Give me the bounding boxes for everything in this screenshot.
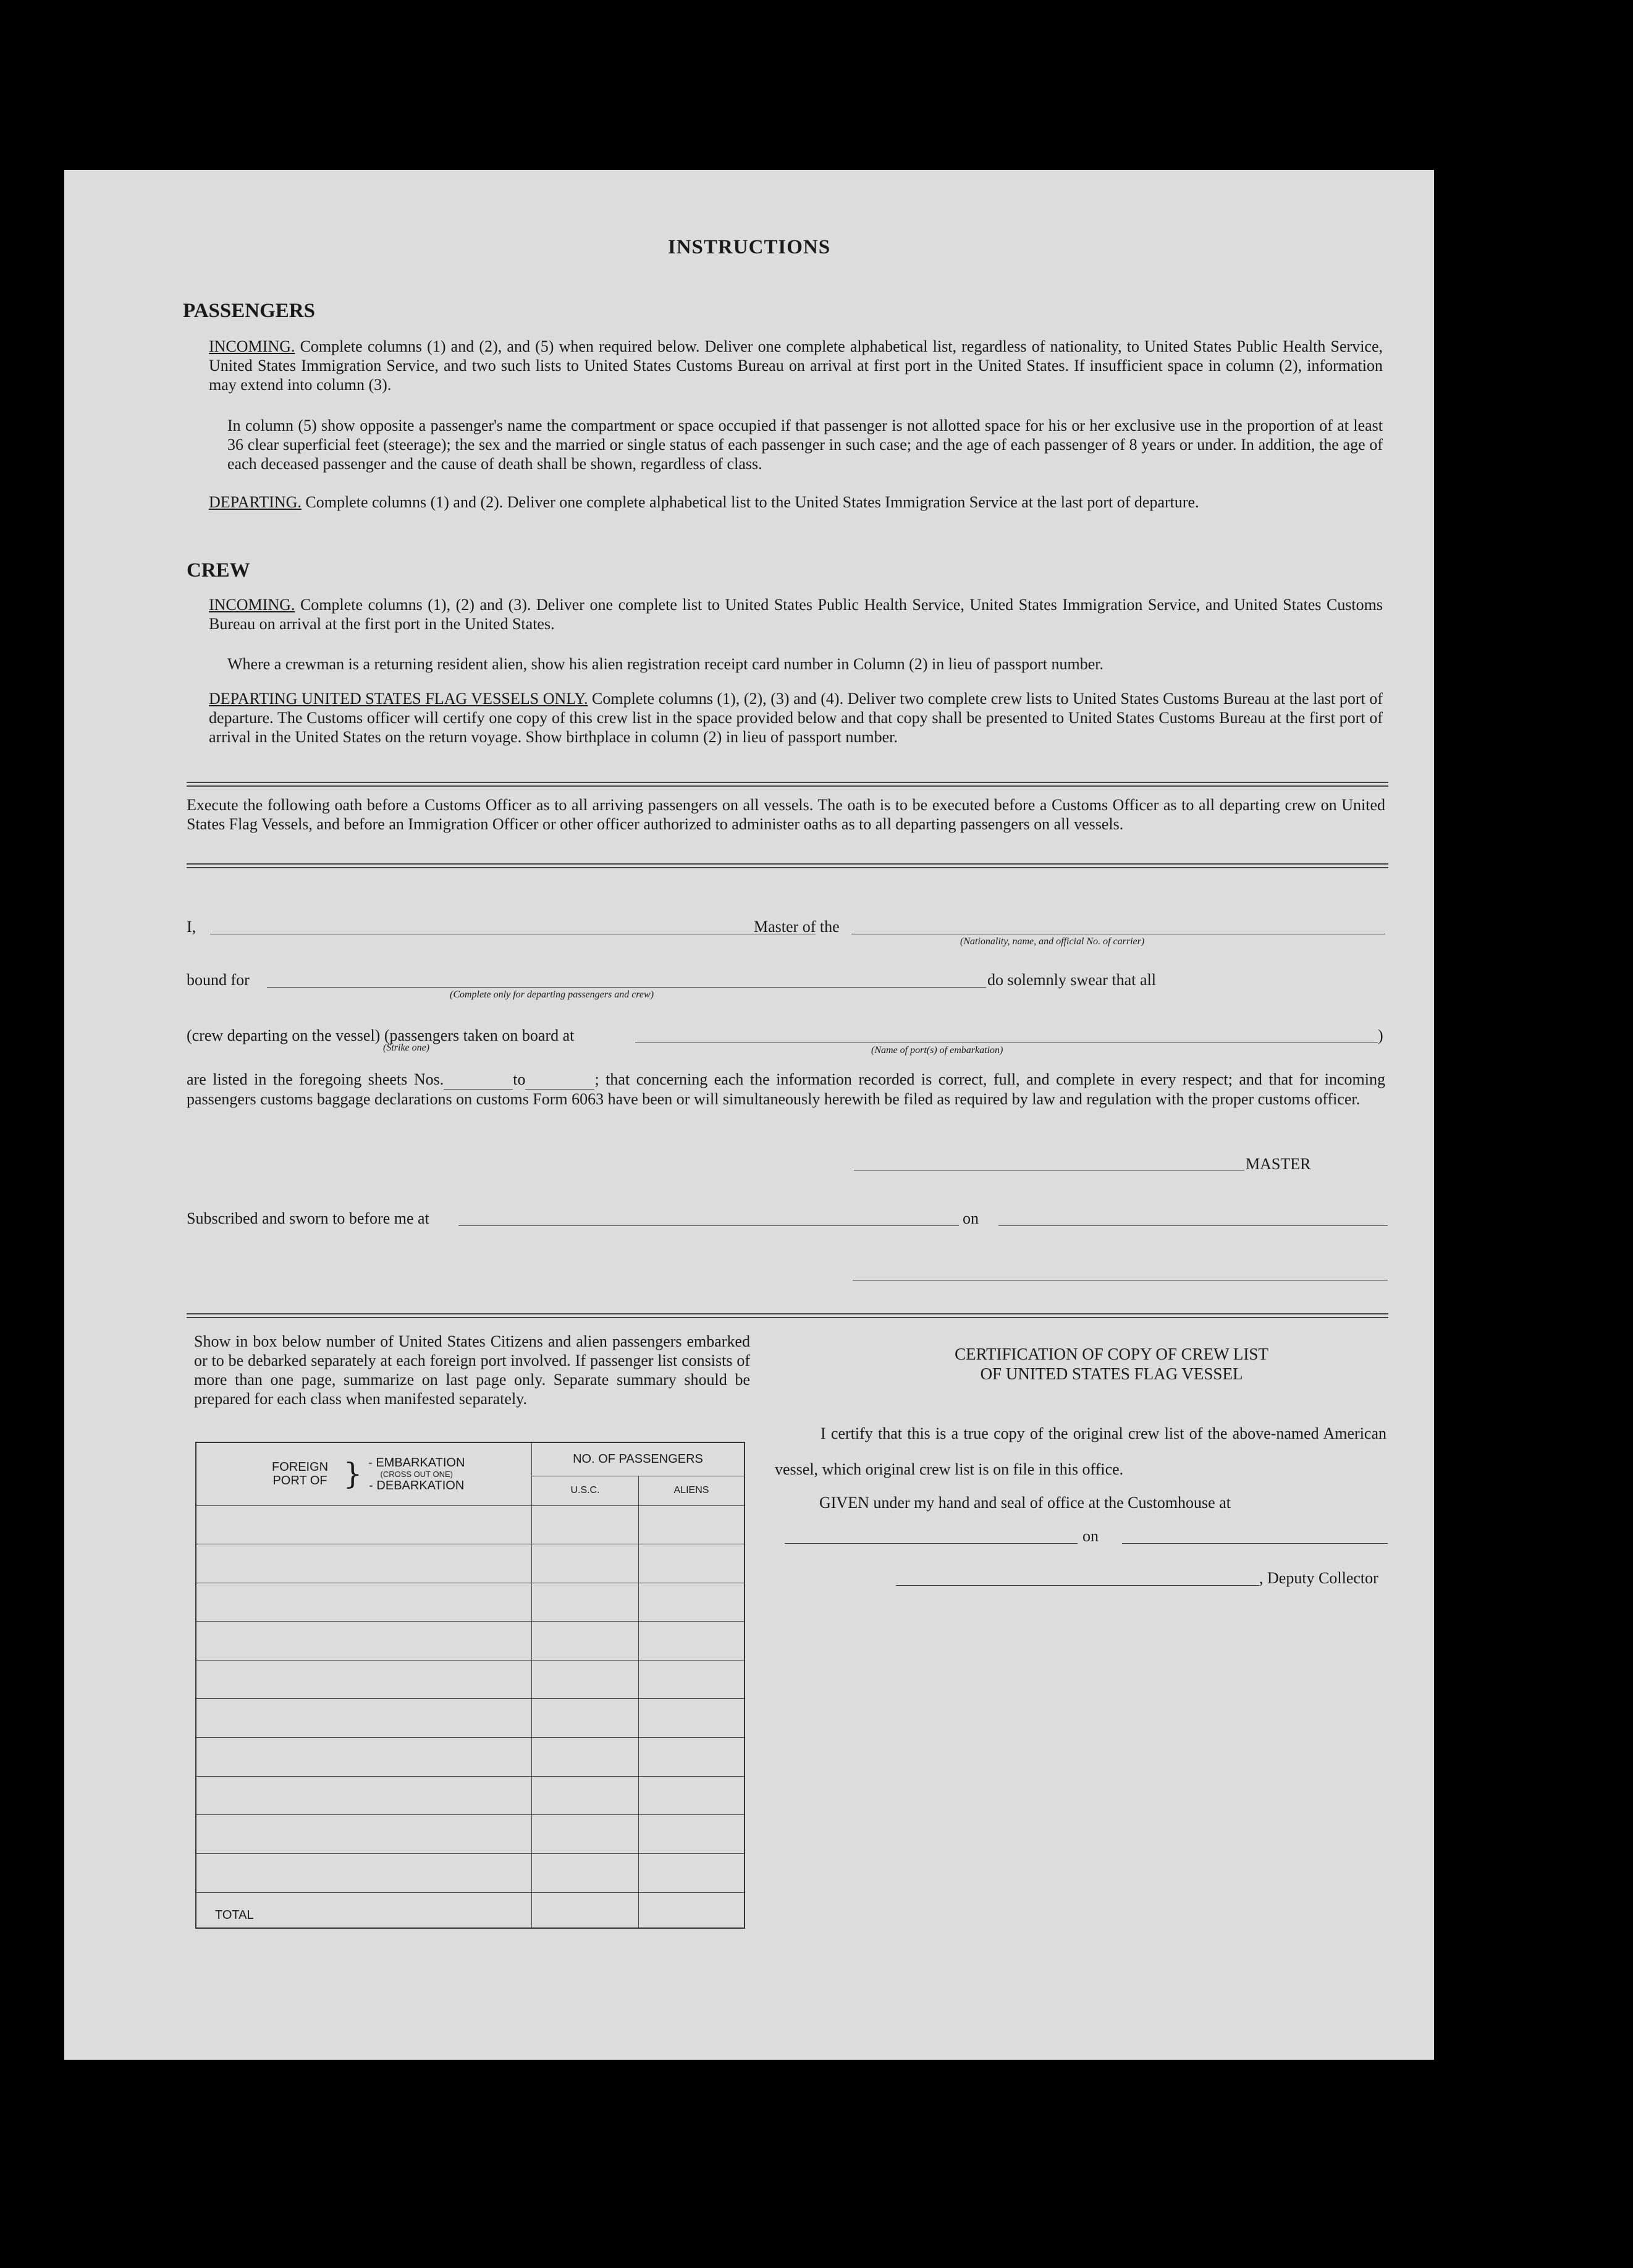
sheet-to-field[interactable] [525, 1070, 594, 1090]
oath-listed [187, 1070, 1385, 1109]
page-title: INSTRUCTIONS [667, 236, 831, 258]
passengers-incoming-label: INCOMING. [209, 337, 295, 355]
deputy-collector-label: , Deputy Collector [1259, 1569, 1378, 1587]
document-sheet [64, 170, 1434, 2060]
bound-caption: (Complete only for departing passengers and crew) [450, 989, 654, 1000]
passenger-summary-table [195, 1442, 745, 1929]
summary-intro: Show in box below number of United States Citizens and alien passengers embarked or to be debarked separately at each foreign port involved. If passenger list consists of more than one page, summarize on last page only. Separate summary should be prepared for each class when manifested separately. [194, 1332, 750, 1408]
table-row[interactable] [196, 1660, 745, 1699]
subscribed-label: Subscribed and sworn to before me at [187, 1209, 429, 1227]
aliens-header: ALIENS [639, 1476, 745, 1505]
divider [187, 782, 1388, 787]
divider [187, 1313, 1388, 1318]
carrier-caption: (Nationality, name, and official No. of carrier) [960, 936, 1145, 947]
crew-departing [209, 689, 1383, 747]
total-label: TOTAL [196, 1892, 532, 1928]
passengers-column5-note: In column (5) show opposite a passenger's name the compartment or space occupied if that passenger is not allotted space for his or her exclusive use in the proportion of at least 36 clear superficial feet (steerage); the sex and the married or single status of each passenger in such case; and the age of each passenger of 8 years or under. In addition, the age of each deceased passenger and the cause of death shall be shown, regardless of class. [227, 417, 1383, 473]
table-row[interactable] [196, 1738, 745, 1777]
table-row[interactable] [196, 1583, 745, 1622]
divider [187, 863, 1388, 868]
foreign-port-label: FOREIGN PORT OF [272, 1460, 329, 1488]
table-row[interactable] [196, 1815, 745, 1854]
debarkation-label: - DEBARKATION [369, 1478, 465, 1492]
table-row[interactable] [196, 1776, 745, 1815]
total-row[interactable] [196, 1892, 745, 1928]
table-row[interactable] [196, 1699, 745, 1738]
usc-header: U.S.C. [532, 1476, 639, 1505]
crew-departing-text: Complete columns (1), (2), (3) and (4). Deliver two complete crew lists to United States Customs Bureau at the last port of departure. The Customs officer will certify one copy of this crew list in the space provided below and that copy shall be presented to United States Customs Bureau at the first port of arrival in the United States on the return voyage. Show birthplace in column (2) in lieu of passport number. [209, 690, 1383, 746]
brace-icon: } [343, 1457, 363, 1492]
table-row[interactable] [196, 1853, 745, 1892]
deputy-signature-field[interactable] [896, 1585, 1259, 1586]
no-of-passengers-header: NO. OF PASSENGERS [532, 1442, 745, 1476]
sworn-place-field[interactable] [458, 1225, 959, 1226]
bound-for-field[interactable] [267, 987, 986, 988]
crew-incoming-label: INCOMING. [209, 596, 295, 614]
crew-incoming [209, 595, 1383, 633]
master-label: MASTER [1246, 1155, 1311, 1173]
sworn-date-field[interactable] [998, 1225, 1388, 1226]
certify-text: I certify that this is a true copy of the original crew list of the above-named American vessel, which original crew list is on file in this office. [775, 1424, 1386, 1478]
passengers-departing-label: DEPARTING. [209, 493, 302, 511]
passengers-incoming-text: Complete columns (1) and (2), and (5) when required below. Deliver one complete alphabetical list, regardless of nationality, to United States Public Health Service, United States Immigration Service, and two such lists to United States Customs Bureau on arrival at first port in the United States. If insufficient space in column (2), information may extend into column (3). [209, 337, 1383, 394]
sheet-from-field[interactable] [444, 1070, 513, 1090]
cert-heading-line2: OF UNITED STATES FLAG VESSEL [980, 1365, 1243, 1383]
passengers-departing-text: Complete columns (1) and (2). Deliver one complete alphabetical list to the United States Immigration Service at the last port of departure. [305, 493, 1199, 511]
table-row[interactable] [196, 1505, 745, 1544]
oath-bound-for: bound for [187, 971, 250, 989]
foreign-port-header [196, 1442, 532, 1505]
oath-close-paren: ) [1378, 1026, 1383, 1044]
sworn-on-label: on [963, 1209, 979, 1227]
passengers-heading: PASSENGERS [183, 300, 315, 322]
passengers-incoming [209, 337, 1383, 394]
cert-date-field[interactable] [1122, 1543, 1388, 1544]
passengers-departing [209, 493, 1383, 512]
cross-out-label: (CROSS OUT ONE) [380, 1469, 454, 1479]
crew-incoming-text: Complete columns (1), (2) and (3). Deliver one complete list to United States Public Health Service, United States Immigration Service, and United States Customs Bureau on arrival at the first port in the United States. [209, 596, 1383, 633]
oath-i-label: I, [187, 918, 196, 936]
embark-caption: (Name of port(s) of embarkation) [871, 1045, 1003, 1056]
table-row[interactable] [196, 1622, 745, 1661]
embarkation-label: - EMBARKATION [368, 1455, 465, 1470]
oath-intro: Execute the following oath before a Customs Officer as to all arriving passengers on all vessels. The oath is to be executed before a Customs Officer as to all departing crew on United States Flag Vessels, and before an Immigration Officer or other officer authorized to administer oaths as to all departing passengers on all vessels. [187, 796, 1385, 833]
crew-heading: CREW [187, 559, 250, 582]
cert-heading-line1: CERTIFICATION OF COPY OF CREW LIST [955, 1345, 1268, 1363]
crew-resident-note: Where a crewman is a returning resident alien, show his alien registration receipt card number in Column (2) in lieu of passport number. [227, 655, 1104, 673]
cert-on-label: on [1082, 1527, 1099, 1545]
oath-swear: do solemnly swear that all [987, 971, 1156, 989]
oath-master-of: Master of the [754, 918, 840, 936]
oath-listed-post: ; that concerning each the information recorded is correct, full, and complete in every respect; and that for incoming passengers customs baggage declarations on customs Form 6063 have been or will simultaneously herewith be filed as required by law and regulation with the proper customs officer. [187, 1070, 1385, 1108]
customhouse-field[interactable] [785, 1543, 1078, 1544]
strike-caption: (Strike one) [383, 1043, 430, 1053]
oath-crew-departing: (crew departing on the vessel) (passengers taken on board at [187, 1026, 575, 1044]
given-text: GIVEN under my hand and seal of office at the Customhouse at [819, 1494, 1231, 1512]
table-row[interactable] [196, 1544, 745, 1583]
crew-departing-label: DEPARTING UNITED STATES FLAG VESSELS ONLY. [209, 690, 588, 708]
certification-heading [800, 1344, 1424, 1384]
oath-listed-pre: are listed in the foregoing sheets Nos. [187, 1070, 444, 1088]
oath-listed-to: to [513, 1070, 526, 1088]
